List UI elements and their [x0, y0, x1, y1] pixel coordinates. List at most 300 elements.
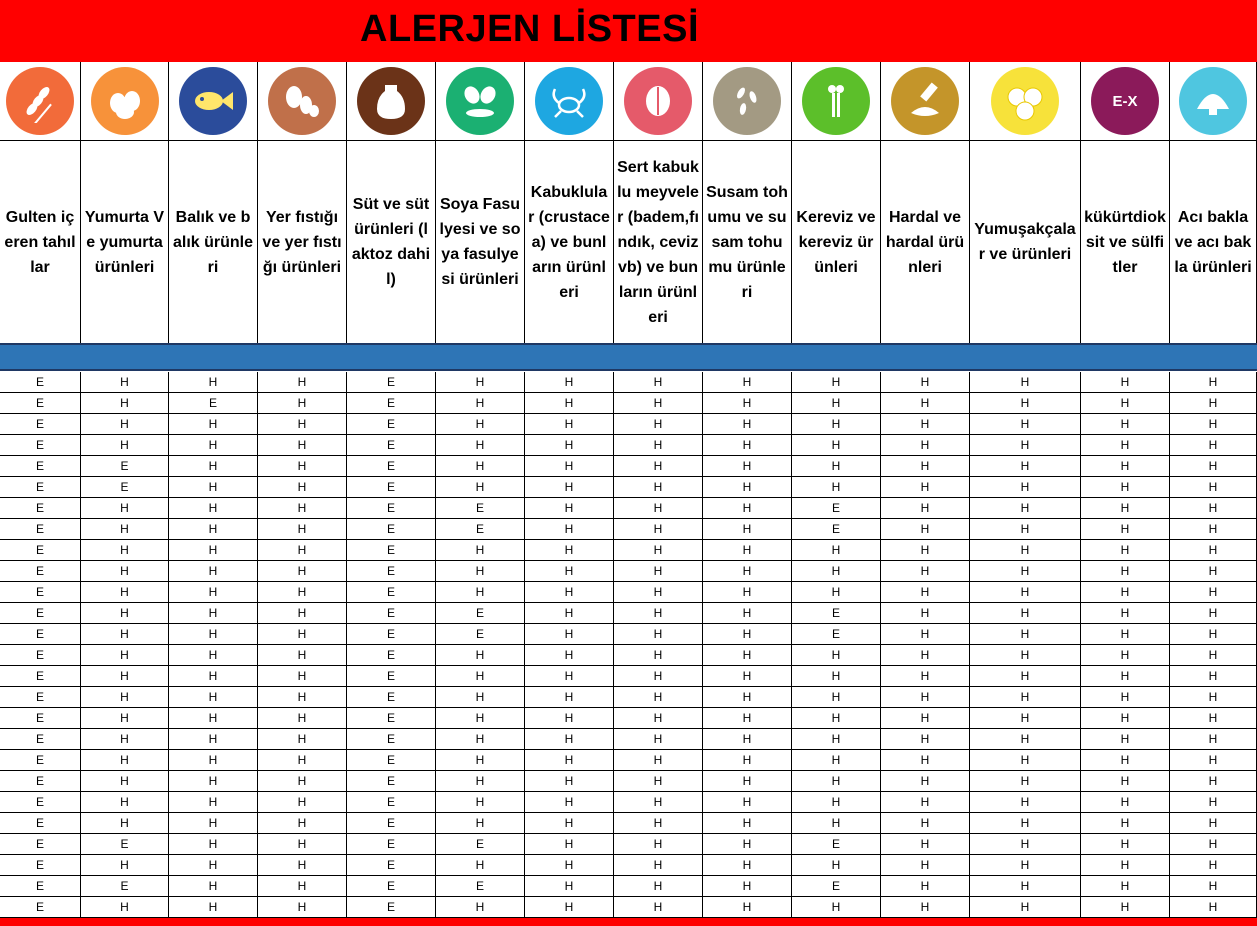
column-header-label: Hardal ve hardal ürünleri	[885, 208, 965, 276]
table-cell: H	[792, 666, 881, 687]
header-band	[0, 343, 1257, 371]
table-cell: H	[614, 414, 703, 435]
table-cell: H	[970, 435, 1081, 456]
table-cell: H	[792, 813, 881, 834]
column-header-label: Gulten içeren tahıllar	[4, 208, 76, 276]
column-1	[0, 62, 81, 343]
table-cell: H	[881, 897, 970, 918]
table-cell: H	[970, 834, 1081, 855]
icon-cell	[0, 62, 80, 141]
table-cell: H	[258, 666, 347, 687]
table-cell: H	[525, 645, 614, 666]
table-cell: E	[347, 813, 436, 834]
column-11	[881, 62, 970, 343]
table-cell: E	[0, 792, 81, 813]
table-cell: E	[0, 435, 81, 456]
table-cell: H	[1170, 456, 1257, 477]
table-cell: E	[347, 834, 436, 855]
table-row	[0, 372, 1257, 393]
table-cell: E	[792, 603, 881, 624]
column-5	[347, 62, 436, 343]
table-cell: H	[258, 498, 347, 519]
table-cell: E	[347, 582, 436, 603]
table-cell: H	[258, 708, 347, 729]
table-cell: H	[169, 897, 258, 918]
table-cell: H	[169, 540, 258, 561]
table-cell: H	[525, 813, 614, 834]
table-row	[0, 540, 1257, 561]
table-cell: H	[703, 855, 792, 876]
table-cell: H	[970, 876, 1081, 897]
table-cell: H	[258, 792, 347, 813]
table-cell: H	[614, 771, 703, 792]
table-cell: H	[1170, 519, 1257, 540]
table-cell: H	[258, 477, 347, 498]
table-cell: H	[614, 687, 703, 708]
column-2	[81, 62, 169, 343]
table-cell: H	[881, 540, 970, 561]
table-cell: H	[258, 540, 347, 561]
table-cell: E	[0, 456, 81, 477]
table-cell: E	[347, 666, 436, 687]
table-row	[0, 414, 1257, 435]
table-cell: E	[0, 561, 81, 582]
sesame-icon	[713, 67, 781, 135]
table-cell: H	[703, 729, 792, 750]
table-cell: E	[81, 477, 169, 498]
wheat-icon	[6, 67, 74, 135]
column-header	[703, 141, 791, 343]
table-cell: E	[0, 771, 81, 792]
table-cell: H	[1170, 876, 1257, 897]
table-cell: H	[703, 561, 792, 582]
table-cell: H	[525, 750, 614, 771]
table-cell: E	[347, 729, 436, 750]
table-cell: E	[792, 519, 881, 540]
table-row	[0, 561, 1257, 582]
table-cell: H	[881, 834, 970, 855]
table-cell: H	[1081, 687, 1170, 708]
table-cell: H	[970, 561, 1081, 582]
table-cell: E	[0, 519, 81, 540]
table-cell: H	[792, 708, 881, 729]
icon-cell	[1170, 62, 1256, 141]
table-row	[0, 813, 1257, 834]
table-cell: H	[169, 582, 258, 603]
table-cell: H	[1081, 498, 1170, 519]
table-cell: H	[792, 897, 881, 918]
icon-cell	[970, 62, 1080, 141]
column-14	[1170, 62, 1257, 343]
table-cell: H	[881, 750, 970, 771]
table-cell: H	[1170, 855, 1257, 876]
table-cell: H	[881, 666, 970, 687]
icon-cell	[81, 62, 168, 141]
table-cell: H	[436, 561, 525, 582]
table-cell: H	[1081, 813, 1170, 834]
column-header-label: Kereviz ve kereviz ürünleri	[796, 208, 876, 276]
column-header	[970, 141, 1080, 343]
table-row	[0, 666, 1257, 687]
table-row	[0, 393, 1257, 414]
table-cell: H	[614, 750, 703, 771]
table-cell: H	[881, 687, 970, 708]
column-header-label: kükürtdioksit ve sülfitler	[1084, 208, 1166, 276]
column-8	[614, 62, 703, 343]
table-row	[0, 582, 1257, 603]
column-header-label: Balık ve balık ürünleri	[172, 208, 254, 276]
table-cell: E	[436, 603, 525, 624]
column-header	[347, 141, 435, 343]
table-cell: H	[1170, 393, 1257, 414]
table-cell: E	[0, 624, 81, 645]
table-cell: E	[347, 456, 436, 477]
column-6	[436, 62, 525, 343]
table-cell: E	[347, 561, 436, 582]
table-cell: E	[0, 372, 81, 393]
table-cell: H	[792, 582, 881, 603]
table-row	[0, 855, 1257, 876]
table-cell: H	[792, 855, 881, 876]
table-cell: H	[1170, 834, 1257, 855]
table-cell: H	[525, 372, 614, 393]
table-cell: H	[258, 876, 347, 897]
column-13	[1081, 62, 1170, 343]
table-cell: H	[81, 624, 169, 645]
mustard-icon	[891, 67, 959, 135]
table-cell: H	[169, 771, 258, 792]
table-cell: H	[1170, 561, 1257, 582]
icon-cell	[881, 62, 969, 141]
column-header	[1081, 141, 1169, 343]
column-header-label: Süt ve süt ürünleri (laktoz dahil)	[351, 196, 431, 288]
table-cell: H	[169, 435, 258, 456]
table-cell: E	[0, 414, 81, 435]
table-cell: H	[258, 519, 347, 540]
table-cell: H	[525, 666, 614, 687]
table-cell: H	[1170, 498, 1257, 519]
table-cell: H	[881, 519, 970, 540]
table-cell: E	[347, 393, 436, 414]
table-cell: E	[436, 498, 525, 519]
mollusc-icon	[991, 67, 1059, 135]
table-cell: E	[0, 687, 81, 708]
table-cell: E	[0, 813, 81, 834]
table-cell: H	[1081, 876, 1170, 897]
table-cell: H	[792, 561, 881, 582]
table-cell: H	[970, 813, 1081, 834]
sulphite-icon-label: E-X	[1112, 92, 1138, 110]
table-cell: H	[436, 729, 525, 750]
table-cell: H	[258, 456, 347, 477]
table-cell: H	[525, 792, 614, 813]
table-cell: E	[792, 834, 881, 855]
table-cell: H	[1081, 792, 1170, 813]
table-cell: H	[792, 477, 881, 498]
table-cell: H	[258, 603, 347, 624]
table-cell: H	[169, 624, 258, 645]
table-cell: E	[169, 393, 258, 414]
table-cell: E	[347, 855, 436, 876]
table-cell: H	[1170, 666, 1257, 687]
table-cell: H	[436, 393, 525, 414]
table-cell: H	[792, 393, 881, 414]
table-cell: H	[525, 582, 614, 603]
table-cell: H	[792, 456, 881, 477]
soy-icon	[446, 67, 514, 135]
table-row	[0, 456, 1257, 477]
table-cell: H	[169, 876, 258, 897]
column-header	[525, 141, 613, 343]
table-cell: H	[881, 876, 970, 897]
table-cell: H	[169, 477, 258, 498]
column-header	[0, 141, 80, 343]
table-cell: E	[347, 687, 436, 708]
table-cell: H	[81, 897, 169, 918]
table-row	[0, 498, 1257, 519]
peanut-icon	[268, 67, 336, 135]
table-cell: H	[881, 645, 970, 666]
table-cell: H	[436, 708, 525, 729]
table-cell: H	[525, 561, 614, 582]
table-cell: H	[436, 582, 525, 603]
table-cell: H	[970, 729, 1081, 750]
table-cell: H	[169, 729, 258, 750]
table-cell: H	[792, 771, 881, 792]
table-cell: H	[169, 645, 258, 666]
table-cell: H	[1081, 750, 1170, 771]
table-cell: H	[703, 582, 792, 603]
table-cell: E	[347, 708, 436, 729]
table-cell: H	[792, 792, 881, 813]
table-cell: H	[525, 624, 614, 645]
table-cell: H	[525, 540, 614, 561]
table-cell: H	[1081, 456, 1170, 477]
table-cell: H	[436, 792, 525, 813]
table-cell: H	[525, 519, 614, 540]
table-cell: H	[1081, 519, 1170, 540]
table-cell: H	[1081, 897, 1170, 918]
icon-cell	[703, 62, 791, 141]
table-cell: H	[81, 750, 169, 771]
table-cell: H	[436, 855, 525, 876]
table-cell: E	[347, 477, 436, 498]
table-cell: H	[1081, 834, 1170, 855]
table-row	[0, 645, 1257, 666]
table-row	[0, 603, 1257, 624]
table-cell: E	[792, 624, 881, 645]
table-cell: H	[703, 645, 792, 666]
column-3	[169, 62, 258, 343]
table-cell: H	[1170, 897, 1257, 918]
table-cell: E	[347, 792, 436, 813]
table-cell: H	[881, 792, 970, 813]
table-cell: H	[614, 498, 703, 519]
table-cell: E	[347, 414, 436, 435]
table-cell: H	[614, 834, 703, 855]
column-12	[970, 62, 1081, 343]
table-cell: H	[525, 876, 614, 897]
table-cell: H	[881, 603, 970, 624]
table-cell: H	[703, 876, 792, 897]
column-10	[792, 62, 881, 343]
table-cell: H	[258, 750, 347, 771]
table-cell: E	[0, 708, 81, 729]
table-cell: H	[258, 561, 347, 582]
page-title: ALERJEN LİSTESİ	[360, 8, 699, 50]
table-cell: E	[0, 897, 81, 918]
table-cell: H	[614, 813, 703, 834]
table-cell: H	[703, 666, 792, 687]
table-cell: H	[614, 561, 703, 582]
table-cell: H	[881, 414, 970, 435]
icon-cell	[792, 62, 880, 141]
table-cell: H	[169, 561, 258, 582]
table-cell: H	[81, 666, 169, 687]
table-cell: H	[881, 372, 970, 393]
table-cell: H	[1170, 477, 1257, 498]
icon-cell	[169, 62, 257, 141]
table-cell: H	[614, 456, 703, 477]
table-cell: H	[81, 435, 169, 456]
column-header-label: Acı bakla ve acı bakla ürünleri	[1174, 208, 1252, 276]
column-4	[258, 62, 347, 343]
icon-cell	[436, 62, 524, 141]
table-cell: H	[258, 645, 347, 666]
table-cell: H	[525, 897, 614, 918]
table-cell: H	[703, 498, 792, 519]
column-header	[792, 141, 880, 343]
table-row	[0, 771, 1257, 792]
table-cell: H	[81, 813, 169, 834]
table-cell: E	[0, 498, 81, 519]
table-cell: H	[792, 645, 881, 666]
table-cell: H	[1081, 582, 1170, 603]
table-cell: E	[0, 393, 81, 414]
table-cell: H	[970, 414, 1081, 435]
table-cell: E	[0, 855, 81, 876]
table-cell: H	[970, 498, 1081, 519]
table-cell: E	[0, 477, 81, 498]
table-cell: H	[703, 834, 792, 855]
table-cell: E	[0, 876, 81, 897]
table-cell: H	[703, 519, 792, 540]
table-cell: H	[1170, 414, 1257, 435]
table-cell: H	[792, 435, 881, 456]
bottom-bar	[0, 918, 1257, 926]
table-cell: H	[1081, 645, 1170, 666]
fish-icon	[179, 67, 247, 135]
table-cell: H	[258, 687, 347, 708]
table-cell: H	[525, 771, 614, 792]
table-cell: H	[614, 855, 703, 876]
table-cell: H	[614, 792, 703, 813]
table-cell: H	[703, 813, 792, 834]
table-cell: H	[436, 687, 525, 708]
table-cell: H	[703, 477, 792, 498]
table-cell: H	[169, 456, 258, 477]
table-cell: H	[258, 834, 347, 855]
icon-cell	[347, 62, 435, 141]
table-cell: H	[436, 897, 525, 918]
table-cell: H	[614, 393, 703, 414]
table-cell: H	[970, 393, 1081, 414]
column-9	[703, 62, 792, 343]
table-cell: H	[436, 456, 525, 477]
table-cell: H	[1170, 729, 1257, 750]
table-row	[0, 435, 1257, 456]
table-cell: H	[1081, 435, 1170, 456]
table-cell: H	[1081, 540, 1170, 561]
table-cell: H	[1081, 855, 1170, 876]
table-cell: E	[0, 750, 81, 771]
table-cell: H	[703, 792, 792, 813]
icon-cell	[1081, 62, 1169, 141]
table-cell: H	[614, 624, 703, 645]
table-cell: E	[347, 435, 436, 456]
table-cell: H	[81, 561, 169, 582]
table-cell: E	[81, 834, 169, 855]
table-cell: H	[169, 750, 258, 771]
table-cell: H	[970, 372, 1081, 393]
table-cell: H	[81, 792, 169, 813]
table-cell: E	[0, 834, 81, 855]
table-cell: H	[1081, 477, 1170, 498]
table-cell: H	[258, 435, 347, 456]
icon-cell	[614, 62, 702, 141]
eggs-icon	[91, 67, 159, 135]
table-cell: H	[614, 603, 703, 624]
table-cell: H	[258, 813, 347, 834]
icon-cell	[525, 62, 613, 141]
table-cell: H	[81, 729, 169, 750]
table-cell: H	[81, 414, 169, 435]
table-cell: E	[347, 624, 436, 645]
table-row	[0, 708, 1257, 729]
table-cell: H	[703, 708, 792, 729]
column-header-label: Susam tohumu ve susam tohumu ürünleri	[706, 183, 788, 301]
table-row	[0, 834, 1257, 855]
table-cell: H	[614, 666, 703, 687]
table-cell: H	[258, 372, 347, 393]
table-cell: H	[1081, 372, 1170, 393]
table-cell: H	[1081, 414, 1170, 435]
table-cell: H	[970, 771, 1081, 792]
table-cell: H	[525, 456, 614, 477]
table-cell: E	[347, 750, 436, 771]
table-cell: E	[792, 876, 881, 897]
table-cell: H	[1170, 624, 1257, 645]
column-header	[258, 141, 346, 343]
table-cell: E	[347, 540, 436, 561]
column-header	[614, 141, 702, 343]
table-cell: H	[525, 855, 614, 876]
table-cell: H	[792, 372, 881, 393]
table-cell: H	[81, 687, 169, 708]
table-cell: H	[970, 603, 1081, 624]
table-cell: E	[436, 519, 525, 540]
title-bar	[0, 0, 1257, 62]
table-cell: H	[1170, 582, 1257, 603]
table-cell: E	[436, 876, 525, 897]
table-cell: E	[347, 897, 436, 918]
table-cell: H	[258, 729, 347, 750]
table-cell: H	[703, 897, 792, 918]
table-cell: H	[792, 729, 881, 750]
column-header	[881, 141, 969, 343]
table-cell: H	[258, 771, 347, 792]
table-cell: H	[792, 414, 881, 435]
